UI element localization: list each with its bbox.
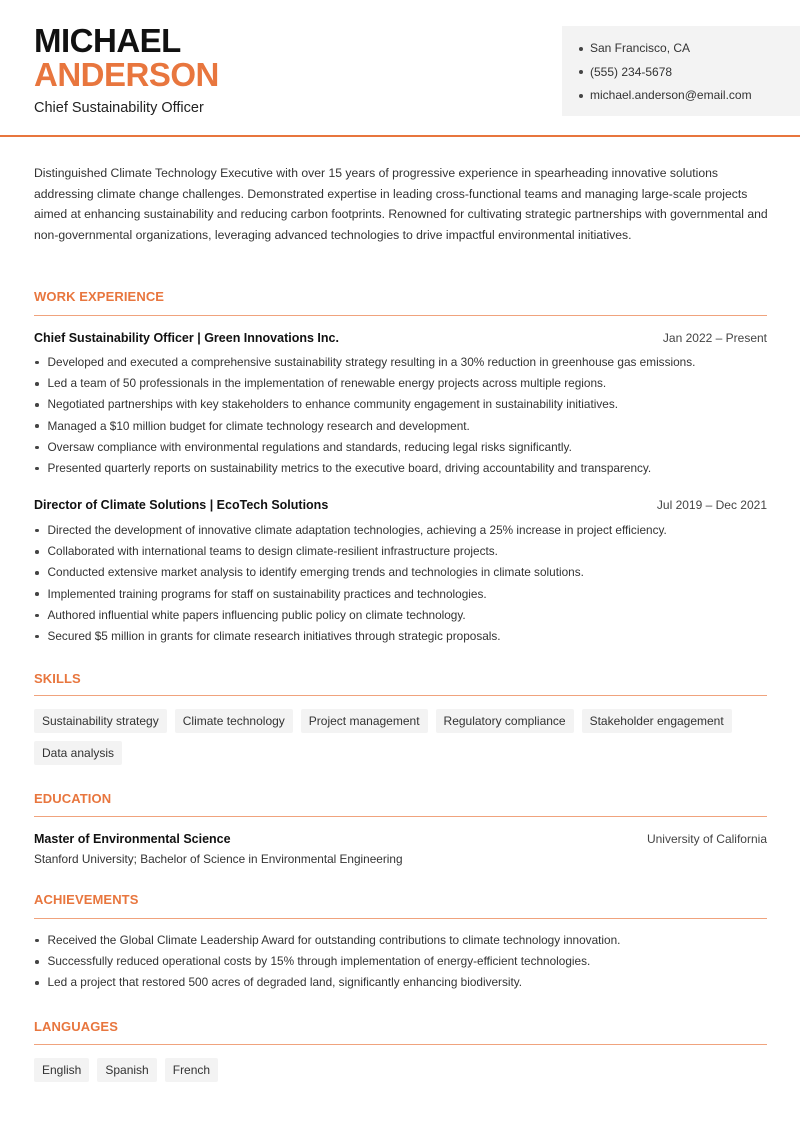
job-title: Chief Sustainability Officer (34, 100, 204, 116)
section-divider (34, 816, 767, 817)
professional-summary: Distinguished Climate Technology Executive with over 15 years of progressive experience in spearheading innovative solutions addressing climate change challenges. Demonstrated expertise in leading cross-functional teams and managing large-scale projects aimed at enhancing sustainability and reducing carbon footprints. Renowned for cultivating strategic partnerships with governmental and non-governmental organizations, leveraging advanced technologies to drive impactful environmental initiatives. (34, 166, 768, 242)
bullet-icon (35, 467, 39, 471)
skill-chip: Project management (301, 709, 428, 733)
list-item (34, 605, 774, 626)
last-name: ANDERSON (34, 56, 219, 93)
bullet-icon (35, 592, 39, 596)
contact-email-text: michael.anderson@email.com (590, 88, 752, 102)
skill-chip: Data analysis (34, 741, 122, 765)
first-name: MICHAEL (34, 22, 181, 59)
bullet-text: Collaborated with international teams to design climate-resilient infrastructure projects. (47, 544, 498, 559)
section-divider (34, 315, 767, 316)
language-chip: French (165, 1058, 218, 1082)
languages-list (34, 1058, 774, 1082)
bullet-icon (579, 70, 583, 74)
bullet-icon (35, 424, 39, 428)
job-bullets (34, 520, 774, 647)
contact-phone-text: (555) 234-5678 (590, 64, 673, 79)
section-title-skills: SKILLS (34, 671, 81, 686)
institution: University of California (646, 832, 767, 846)
language-chip: English (34, 1058, 89, 1082)
list-item (34, 394, 774, 415)
degree: Master of Environmental Science (34, 832, 231, 846)
section-title-education: EDUCATION (34, 791, 112, 806)
contact-location-text: San Francisco, CA (590, 41, 691, 55)
bullet-text: Secured $5 million in grants for climate research initiatives through strategic proposals. (47, 629, 501, 644)
list-item (34, 951, 774, 972)
skill-chip: Stakeholder engagement (582, 709, 732, 733)
job-header (34, 497, 767, 513)
bullet-icon (35, 550, 39, 554)
bullet-icon (35, 614, 39, 618)
achievements-list (34, 930, 774, 994)
list-item (34, 437, 774, 458)
job-bullets (34, 352, 774, 479)
education-header (34, 831, 767, 847)
section-title-work-experience: WORK EXPERIENCE (34, 289, 165, 304)
job-dates: Jan 2022 – Present (662, 331, 767, 345)
job-dates: Jul 2019 – Dec 2021 (656, 498, 767, 512)
bullet-icon (35, 403, 39, 407)
resume-header (0, 0, 800, 137)
contact-box (562, 26, 800, 116)
contact-email (579, 84, 800, 108)
list-item (34, 520, 774, 541)
list-item (34, 930, 774, 951)
list-item (34, 416, 774, 437)
bullet-text: Managed a $10 million budget for climate technology research and development. (47, 418, 470, 433)
skill-chip: Regulatory compliance (436, 709, 574, 733)
bullet-text: Developed and executed a comprehensive sustainability strategy resulting in a 30% reduction in greenhouse gas emissions. (47, 355, 696, 369)
bullet-text: Negotiated partnerships with key stakeholders to enhance community engagement in sustainability initiatives. (47, 397, 618, 412)
list-item (34, 972, 774, 993)
job-role: Director of Climate Solutions | EcoTech Solutions (34, 498, 329, 512)
bullet-icon (35, 939, 39, 943)
bullet-text: Authored influential white papers influencing public policy on climate technology. (47, 607, 466, 622)
list-item (34, 626, 774, 647)
job-role: Chief Sustainability Officer | Green Innovations Inc. (34, 331, 339, 345)
skills-list (34, 709, 774, 765)
language-chip: Spanish (97, 1058, 156, 1082)
bullet-icon (35, 571, 39, 575)
bullet-icon (35, 635, 39, 639)
skill-chip: Sustainability strategy (34, 709, 167, 733)
bullet-icon (35, 960, 39, 964)
job-header (34, 330, 767, 346)
list-item (34, 562, 774, 583)
section-divider (34, 918, 767, 919)
skill-chip: Climate technology (175, 709, 293, 733)
bullet-icon (35, 446, 39, 450)
bullet-icon (579, 47, 583, 51)
section-title-achievements: ACHIEVEMENTS (34, 892, 139, 907)
bullet-text: Oversaw compliance with environmental regulations and standards, reducing legal risks significantly. (47, 439, 572, 454)
bullet-text: Presented quarterly reports on sustainability metrics to the executive board, driving accountability and transparency. (47, 461, 652, 476)
bullet-text: Successfully reduced operational costs by 15% through implementation of energy-efficient technologies. (47, 954, 591, 969)
list-item (34, 373, 774, 394)
contact-location (579, 37, 800, 61)
bullet-icon (35, 529, 39, 533)
section-divider (34, 695, 767, 696)
bullet-text: Led a team of 50 professionals in the implementation of renewable energy projects across multiple regions. (47, 376, 607, 391)
list-item (34, 458, 774, 479)
bullet-icon (35, 382, 39, 386)
section-divider (34, 1044, 767, 1045)
bullet-text: Received the Global Climate Leadership Award for outstanding contributions to climate technology innovation. (47, 933, 621, 947)
list-item (34, 584, 774, 605)
bullet-text: Implemented training programs for staff on sustainability practices and technologies. (47, 586, 487, 601)
section-title-languages: LANGUAGES (34, 1019, 118, 1034)
bullet-text: Conducted extensive market analysis to identify emerging trends and technologies in climate solutions. (47, 565, 584, 580)
bullet-icon (35, 981, 39, 985)
list-item (34, 352, 774, 373)
bullet-icon (579, 94, 583, 98)
bullet-text: Led a project that restored 500 acres of degraded land, significantly enhancing biodiversity. (47, 975, 523, 990)
bullet-text: Directed the development of innovative climate adaptation technologies, achieving a 25% increase in project efficiency. (47, 523, 667, 537)
contact-phone (579, 61, 800, 85)
education-details: Stanford University; Bachelor of Science in Environmental Engineering (34, 852, 403, 866)
bullet-icon (35, 361, 39, 365)
list-item (34, 541, 774, 562)
